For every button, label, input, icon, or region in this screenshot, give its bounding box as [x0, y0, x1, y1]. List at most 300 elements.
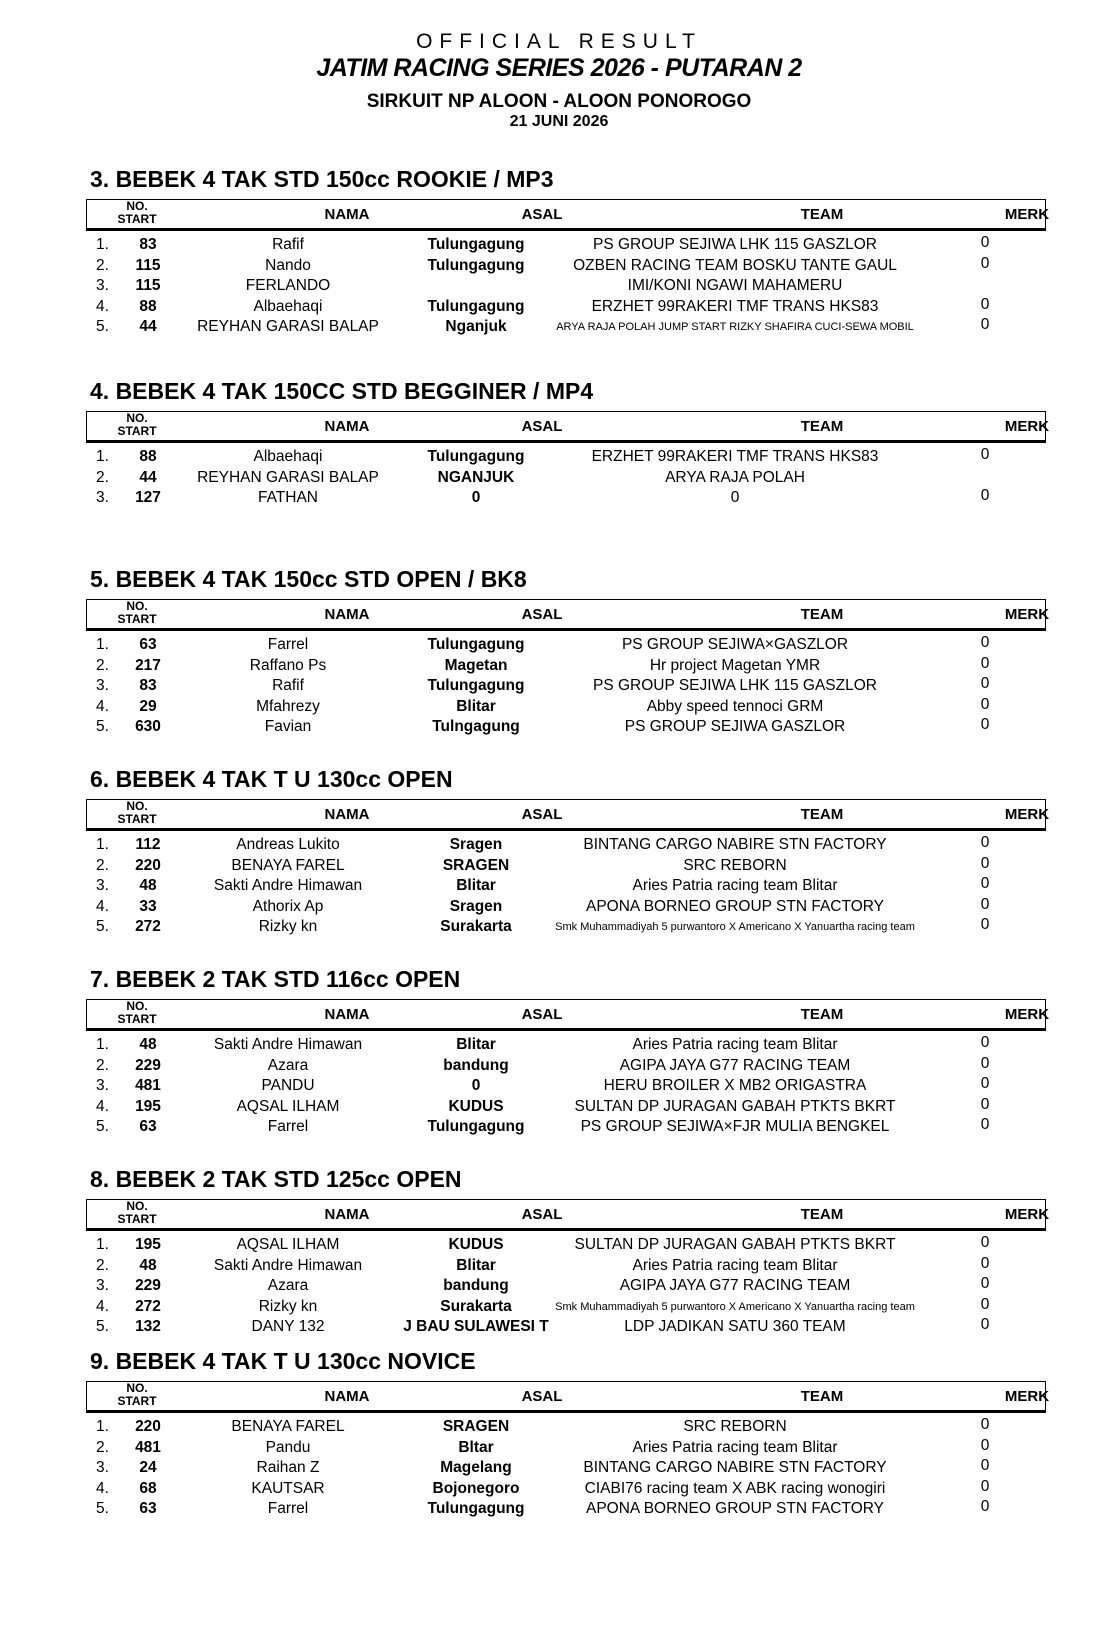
cell-merk: 0	[980, 716, 990, 733]
cell-team: SULTAN DP JURAGAN GABAH PTKTS BKRT	[574, 1097, 896, 1115]
cell-origin: Tulungagung	[427, 236, 525, 253]
header-merk: MERK	[1004, 606, 1050, 623]
cell-start-number: 220	[135, 1418, 161, 1435]
header-no-start	[97, 800, 177, 826]
header-team: TEAM	[800, 1006, 844, 1023]
cell-merk: 0	[980, 1457, 990, 1474]
cell-start-number: 63	[139, 1500, 157, 1517]
cell-merk: 0	[980, 1275, 990, 1292]
cell-team: APONA BORNEO GROUP STN FACTORY	[585, 1500, 884, 1517]
cell-origin: Bltar	[458, 1438, 494, 1456]
header-no-start	[97, 1000, 177, 1026]
table-row	[0, 469, 1118, 490]
cell-start-number: 229	[135, 1056, 161, 1074]
cell-start-number: 272	[135, 918, 161, 935]
table-row	[0, 448, 1118, 469]
cell-origin: Magetan	[444, 656, 508, 674]
cell-rider-name: Pandu	[265, 1438, 311, 1456]
cell-team: PS GROUP SEJIWA×GASZLOR	[621, 636, 849, 653]
cell-position: 5.	[96, 318, 109, 335]
table-row	[0, 277, 1118, 298]
table-row	[0, 236, 1118, 257]
cell-rider-name: PANDU	[261, 1077, 315, 1094]
cell-rider-name: Athorix Ap	[252, 897, 324, 915]
cell-rider-name: Favian	[264, 718, 312, 735]
cell-start-number: 481	[135, 1077, 161, 1094]
cell-origin: Tulngagung	[432, 718, 520, 735]
cell-start-number: 195	[135, 1097, 161, 1115]
cell-origin: Sragen	[449, 836, 503, 853]
cell-position: 4.	[96, 897, 109, 915]
venue-label: SIRKUIT NP ALOON - ALOON PONOROGO	[366, 91, 752, 112]
table-row	[0, 918, 1118, 939]
header-asal: ASAL	[521, 606, 563, 623]
class-title: 5. BEBEK 4 TAK 150cc STD OPEN / BK8	[90, 566, 527, 592]
header-no-line: NO.	[126, 799, 148, 813]
table-row	[0, 1295, 1118, 1319]
cell-start-number: 481	[135, 1438, 161, 1456]
header-nama: NAMA	[324, 806, 370, 823]
cell-origin: bandung	[443, 1056, 509, 1074]
cell-team: ARYA RAJA POLAH	[665, 468, 805, 486]
cell-rider-name: AQSAL ILHAM	[236, 1236, 340, 1253]
cell-position: 3.	[96, 489, 109, 506]
cell-origin: Sragen	[449, 897, 503, 915]
cell-merk: 0	[980, 1234, 990, 1251]
header-no-start	[97, 1382, 177, 1408]
table-row	[0, 1318, 1118, 1339]
cell-origin: Surakarta	[440, 1297, 512, 1315]
cell-start-number: 63	[139, 1118, 157, 1135]
cell-position: 3.	[96, 1459, 109, 1476]
table-row	[0, 254, 1118, 278]
cell-team: AGIPA JAYA G77 RACING TEAM	[619, 1056, 851, 1074]
cell-merk: 0	[980, 916, 990, 933]
class-title: 4. BEBEK 4 TAK 150CC STD BEGGINER / MP4	[90, 378, 594, 404]
table-header	[86, 199, 1050, 229]
cell-merk: 0	[980, 316, 990, 333]
table-header	[86, 599, 1050, 629]
race-class-section	[0, 166, 1118, 356]
cell-team: Abby speed tennoci GRM	[646, 697, 824, 715]
cell-start-number: 88	[139, 448, 157, 465]
cell-origin: Bojonegoro	[432, 1479, 520, 1497]
cell-rider-name: Albaehaqi	[253, 448, 323, 465]
cell-team: SRC REBORN	[683, 856, 787, 874]
cell-position: 1.	[96, 836, 109, 853]
cell-rider-name: Rizky kn	[258, 1297, 318, 1315]
cell-start-number: 63	[139, 636, 157, 653]
cell-start-number: 33	[139, 897, 157, 915]
cell-team: Aries Patria racing team Blitar	[632, 1256, 838, 1274]
cell-position: 5.	[96, 1318, 109, 1335]
cell-team: Hr project Magetan YMR	[649, 656, 821, 674]
table-row	[0, 489, 1118, 510]
cell-origin: Blitar	[456, 697, 496, 715]
table-row	[0, 836, 1118, 857]
table-header	[86, 999, 1050, 1029]
cell-start-number: 127	[135, 489, 161, 506]
cell-merk: 0	[980, 254, 990, 272]
cell-origin: Blitar	[456, 1036, 496, 1053]
cell-rider-name: Azara	[267, 1277, 309, 1294]
cell-rider-name: Rafif	[272, 677, 304, 694]
table-row	[0, 636, 1118, 657]
cell-origin: Blitar	[456, 877, 496, 894]
cell-merk: 0	[980, 695, 990, 713]
table-row	[0, 1436, 1118, 1460]
cell-team: BINTANG CARGO NABIRE STN FACTORY	[583, 836, 887, 853]
cell-team: Smk Muhammadiyah 5 purwantoro X Americano X Yanuartha racing team	[555, 921, 915, 933]
cell-rider-name: REYHAN GARASI BALAP	[197, 468, 379, 486]
table-row	[0, 1277, 1118, 1298]
cell-team: SRC REBORN	[683, 1418, 787, 1435]
header-nama: NAMA	[324, 206, 370, 223]
race-class-section	[0, 1348, 1118, 1538]
cell-team: PS GROUP SEJIWA×FJR MULIA BENGKEL	[580, 1118, 890, 1135]
event-title: JATIM RACING SERIES 2026 - PUTARAN 2	[316, 54, 802, 82]
cell-position: 4.	[96, 1097, 109, 1115]
table-header	[86, 799, 1050, 829]
class-title: 9. BEBEK 4 TAK T U 130cc NOVICE	[90, 1348, 476, 1374]
cell-origin: J BAU SULAWESI T	[403, 1318, 549, 1335]
cell-rider-name: AQSAL ILHAM	[236, 1097, 340, 1115]
table-row	[0, 1500, 1118, 1521]
table-row	[0, 1036, 1118, 1057]
cell-origin: KUDUS	[448, 1236, 504, 1253]
cell-merk: 0	[980, 1316, 990, 1333]
class-title: 3. BEBEK 4 TAK STD 150cc ROOKIE / MP3	[90, 166, 554, 192]
cell-start-number: 195	[135, 1236, 161, 1253]
cell-rider-name: Sakti Andre Himawan	[213, 877, 363, 894]
cell-team: ERZHET 99RAKERI TMF TRANS HKS83	[591, 448, 879, 465]
cell-rider-name: Farrel	[267, 636, 309, 653]
cell-rider-name: BENAYA FAREL	[231, 1418, 345, 1435]
cell-merk: 0	[980, 487, 990, 504]
cell-merk: 0	[980, 1116, 990, 1133]
cell-position: 5.	[96, 1500, 109, 1517]
cell-team: Aries Patria racing team Blitar	[632, 877, 838, 894]
cell-merk: 0	[980, 895, 990, 913]
header-nama: NAMA	[324, 606, 370, 623]
header-team: TEAM	[800, 1388, 844, 1405]
cell-position: 1.	[96, 1418, 109, 1435]
table-header	[86, 1199, 1050, 1229]
cell-position: 3.	[96, 1077, 109, 1094]
header-merk: MERK	[1004, 806, 1050, 823]
header-start-line: START	[117, 1394, 157, 1408]
header-no-line: NO.	[126, 999, 148, 1013]
cell-merk: 0	[980, 1054, 990, 1072]
cell-position: 3.	[96, 1277, 109, 1294]
cell-team: AGIPA JAYA G77 RACING TEAM	[619, 1277, 851, 1294]
table-row	[0, 1118, 1118, 1139]
cell-start-number: 272	[135, 1297, 161, 1315]
cell-rider-name: BENAYA FAREL	[231, 856, 345, 874]
header-start-line: START	[117, 612, 157, 626]
cell-start-number: 83	[139, 236, 157, 253]
cell-start-number: 132	[135, 1318, 161, 1335]
table-row	[0, 1095, 1118, 1119]
cell-start-number: 24	[139, 1459, 157, 1476]
race-class-section	[0, 378, 1118, 568]
race-class-section	[0, 1166, 1118, 1356]
class-title: 8. BEBEK 2 TAK STD 125cc OPEN	[90, 1166, 462, 1192]
race-class-section	[0, 966, 1118, 1156]
cell-position: 1.	[96, 1036, 109, 1053]
cell-origin: Nganjuk	[445, 318, 507, 335]
header-merk: MERK	[1004, 1206, 1050, 1223]
cell-team: HERU BROILER X MB2 ORIGASTRA	[603, 1077, 867, 1094]
cell-team: PS GROUP SEJIWA GASZLOR	[624, 718, 846, 735]
table-row	[0, 695, 1118, 719]
cell-merk: 0	[980, 654, 990, 672]
cell-position: 4.	[96, 1297, 109, 1315]
header-team: TEAM	[800, 418, 844, 435]
cell-start-number: 48	[139, 877, 157, 894]
cell-position: 2.	[96, 1056, 109, 1074]
cell-merk: 0	[980, 446, 990, 463]
header-no-line: NO.	[126, 1199, 148, 1213]
cell-merk: 0	[980, 1254, 990, 1272]
table-row	[0, 1077, 1118, 1098]
table-row	[0, 654, 1118, 678]
header-start-line: START	[117, 1212, 157, 1226]
cell-position: 1.	[96, 1236, 109, 1253]
cell-origin: SRAGEN	[442, 1418, 510, 1435]
cell-rider-name: Rafif	[272, 236, 304, 253]
cell-origin: KUDUS	[448, 1097, 504, 1115]
cell-start-number: 220	[135, 856, 161, 874]
cell-origin: Tulungagung	[427, 448, 525, 465]
cell-team: LDP JADIKAN SATU 360 TEAM	[624, 1318, 846, 1335]
cell-position: 3.	[96, 277, 109, 294]
cell-merk: 0	[980, 834, 990, 851]
cell-team: Smk Muhammadiyah 5 purwantoro X Americano X Yanuartha racing team	[555, 1300, 915, 1313]
cell-position: 1.	[96, 236, 109, 253]
cell-position: 2.	[96, 1256, 109, 1274]
header-asal: ASAL	[521, 1388, 563, 1405]
cell-merk: 0	[980, 1295, 990, 1313]
official-result-label: OFFICIAL RESULT	[416, 30, 702, 53]
header-start-line: START	[117, 812, 157, 826]
table-header	[86, 411, 1050, 441]
cell-start-number: 68	[139, 1479, 157, 1497]
cell-position: 3.	[96, 677, 109, 694]
header-nama: NAMA	[324, 1388, 370, 1405]
cell-position: 2.	[96, 656, 109, 674]
cell-merk: 0	[980, 1075, 990, 1092]
cell-origin: NGANJUK	[437, 468, 515, 486]
cell-merk: 0	[980, 295, 990, 313]
cell-origin: SRAGEN	[442, 856, 510, 874]
cell-position: 1.	[96, 636, 109, 653]
cell-team: CIABI76 racing team X ABK racing wonogiri	[584, 1479, 886, 1497]
header-merk: MERK	[1004, 1006, 1050, 1023]
cell-origin: 0	[471, 1077, 481, 1094]
cell-team: 0	[730, 489, 740, 506]
cell-origin: Tulungagung	[427, 1118, 525, 1135]
cell-start-number: 29	[139, 697, 157, 715]
cell-rider-name: Sakti Andre Himawan	[213, 1256, 363, 1274]
cell-start-number: 88	[139, 297, 157, 315]
cell-team: PS GROUP SEJIWA LHK 115 GASZLOR	[593, 677, 877, 694]
cell-position: 4.	[96, 1479, 109, 1497]
header-asal: ASAL	[521, 418, 563, 435]
cell-team: APONA BORNEO GROUP STN FACTORY	[585, 897, 884, 915]
cell-start-number: 44	[139, 318, 157, 335]
cell-team: ERZHET 99RAKERI TMF TRANS HKS83	[591, 297, 879, 315]
cell-start-number: 83	[139, 677, 157, 694]
cell-position: 2.	[96, 256, 109, 274]
cell-start-number: 48	[139, 1036, 157, 1053]
header-no-line: NO.	[126, 599, 148, 613]
cell-rider-name: REYHAN GARASI BALAP	[197, 318, 379, 335]
header-no-line: NO.	[126, 199, 148, 213]
cell-rider-name: Azara	[267, 1056, 309, 1074]
cell-start-number: 229	[135, 1277, 161, 1294]
cell-start-number: 44	[139, 468, 157, 486]
header-nama: NAMA	[324, 418, 370, 435]
cell-merk: 0	[980, 1498, 990, 1515]
cell-position: 5.	[96, 1118, 109, 1135]
table-row	[0, 1254, 1118, 1278]
cell-merk: 0	[980, 675, 990, 692]
cell-team: IMI/KONI NGAWI MAHAMERU	[627, 277, 843, 294]
cell-rider-name: FATHAN	[258, 489, 318, 506]
cell-origin: Blitar	[456, 1256, 496, 1274]
cell-rider-name: Farrel	[267, 1118, 309, 1135]
cell-team: BINTANG CARGO NABIRE STN FACTORY	[583, 1459, 887, 1476]
header-start-line: START	[117, 212, 157, 226]
cell-rider-name: KAUTSAR	[251, 1479, 325, 1497]
cell-origin: Tulungagung	[427, 677, 525, 694]
cell-origin: Tulungagung	[427, 297, 525, 315]
race-class-section	[0, 766, 1118, 956]
cell-merk: 0	[980, 1436, 990, 1454]
cell-merk: 0	[980, 1477, 990, 1495]
header-no-start	[97, 600, 177, 626]
cell-start-number: 630	[135, 718, 161, 735]
cell-merk: 0	[980, 634, 990, 651]
cell-origin: Tulungagung	[427, 256, 525, 274]
cell-rider-name: Farrel	[267, 1500, 309, 1517]
cell-rider-name: FERLANDO	[245, 277, 331, 294]
cell-rider-name: Mfahrezy	[256, 697, 320, 715]
cell-rider-name: Sakti Andre Himawan	[213, 1036, 363, 1053]
event-date: 21 JUNI 2026	[509, 113, 609, 130]
header-nama: NAMA	[324, 1006, 370, 1023]
cell-merk: 0	[980, 1034, 990, 1051]
header-no-start	[97, 200, 177, 226]
cell-merk: 0	[980, 1095, 990, 1113]
header-team: TEAM	[800, 606, 844, 623]
cell-position: 4.	[96, 297, 109, 315]
table-row	[0, 854, 1118, 878]
header-start-line: START	[117, 424, 157, 438]
header-nama: NAMA	[324, 1206, 370, 1223]
cell-merk: 0	[980, 234, 990, 251]
cell-origin: Surakarta	[440, 918, 512, 935]
header-no-line: NO.	[126, 1381, 148, 1395]
cell-rider-name: Albaehaqi	[253, 297, 323, 315]
cell-rider-name: Raihan Z	[256, 1459, 320, 1476]
table-row	[0, 895, 1118, 919]
header-team: TEAM	[800, 806, 844, 823]
cell-origin: Tulungagung	[427, 1500, 525, 1517]
header-asal: ASAL	[521, 1006, 563, 1023]
cell-merk: 0	[980, 1416, 990, 1433]
cell-merk: 0	[980, 854, 990, 872]
header-no-start	[97, 1200, 177, 1226]
cell-start-number: 115	[135, 256, 161, 274]
header-no-line: NO.	[126, 411, 148, 425]
table-row	[0, 1418, 1118, 1439]
cell-rider-name: Raffano Ps	[249, 656, 327, 674]
cell-rider-name: Nando	[265, 256, 311, 274]
cell-position: 1.	[96, 448, 109, 465]
cell-start-number: 48	[139, 1256, 157, 1274]
table-row	[0, 295, 1118, 319]
table-row	[0, 1236, 1118, 1257]
table-row	[0, 1477, 1118, 1501]
cell-team: Aries Patria racing team Blitar	[632, 1438, 838, 1456]
header-no-start	[97, 412, 177, 438]
cell-origin: bandung	[443, 1277, 509, 1294]
cell-position: 5.	[96, 718, 109, 735]
header-asal: ASAL	[521, 206, 563, 223]
cell-position: 4.	[96, 697, 109, 715]
cell-position: 2.	[96, 468, 109, 486]
cell-rider-name: DANY 132	[251, 1318, 325, 1335]
cell-rider-name: Rizky kn	[258, 918, 318, 935]
cell-team: PS GROUP SEJIWA LHK 115 GASZLOR	[593, 236, 877, 253]
cell-origin: 0	[471, 489, 481, 506]
header-asal: ASAL	[521, 1206, 563, 1223]
table-row	[0, 1054, 1118, 1078]
cell-position: 2.	[96, 1438, 109, 1456]
cell-team: OZBEN RACING TEAM BOSKU TANTE GAUL	[573, 256, 897, 274]
cell-start-number: 217	[135, 656, 161, 674]
cell-start-number: 112	[135, 836, 161, 853]
cell-origin: Tulungagung	[427, 636, 525, 653]
header-team: TEAM	[800, 1206, 844, 1223]
table-row	[0, 318, 1118, 339]
header-merk: MERK	[1004, 418, 1050, 435]
race-class-section	[0, 566, 1118, 756]
cell-team: ARYA RAJA POLAH JUMP START RIZKY SHAFIRA CUCI-SEWA MOBIL	[556, 321, 914, 333]
header-merk: MERK	[1004, 1388, 1050, 1405]
cell-team: Aries Patria racing team Blitar	[632, 1036, 838, 1053]
class-title: 6. BEBEK 4 TAK T U 130cc OPEN	[90, 766, 453, 792]
cell-position: 5.	[96, 918, 109, 935]
cell-rider-name: Andreas Lukito	[236, 836, 340, 853]
cell-position: 2.	[96, 856, 109, 874]
header-merk: MERK	[1004, 206, 1050, 223]
header-team: TEAM	[800, 206, 844, 223]
table-row	[0, 718, 1118, 739]
header-start-line: START	[117, 1012, 157, 1026]
cell-origin: Magelang	[440, 1459, 512, 1476]
table-row	[0, 877, 1118, 898]
cell-position: 3.	[96, 877, 109, 894]
table-header	[86, 1381, 1050, 1411]
class-title: 7. BEBEK 2 TAK STD 116cc OPEN	[90, 966, 461, 992]
cell-start-number: 115	[135, 277, 161, 294]
table-row	[0, 1459, 1118, 1480]
cell-merk: 0	[980, 875, 990, 892]
table-row	[0, 677, 1118, 698]
